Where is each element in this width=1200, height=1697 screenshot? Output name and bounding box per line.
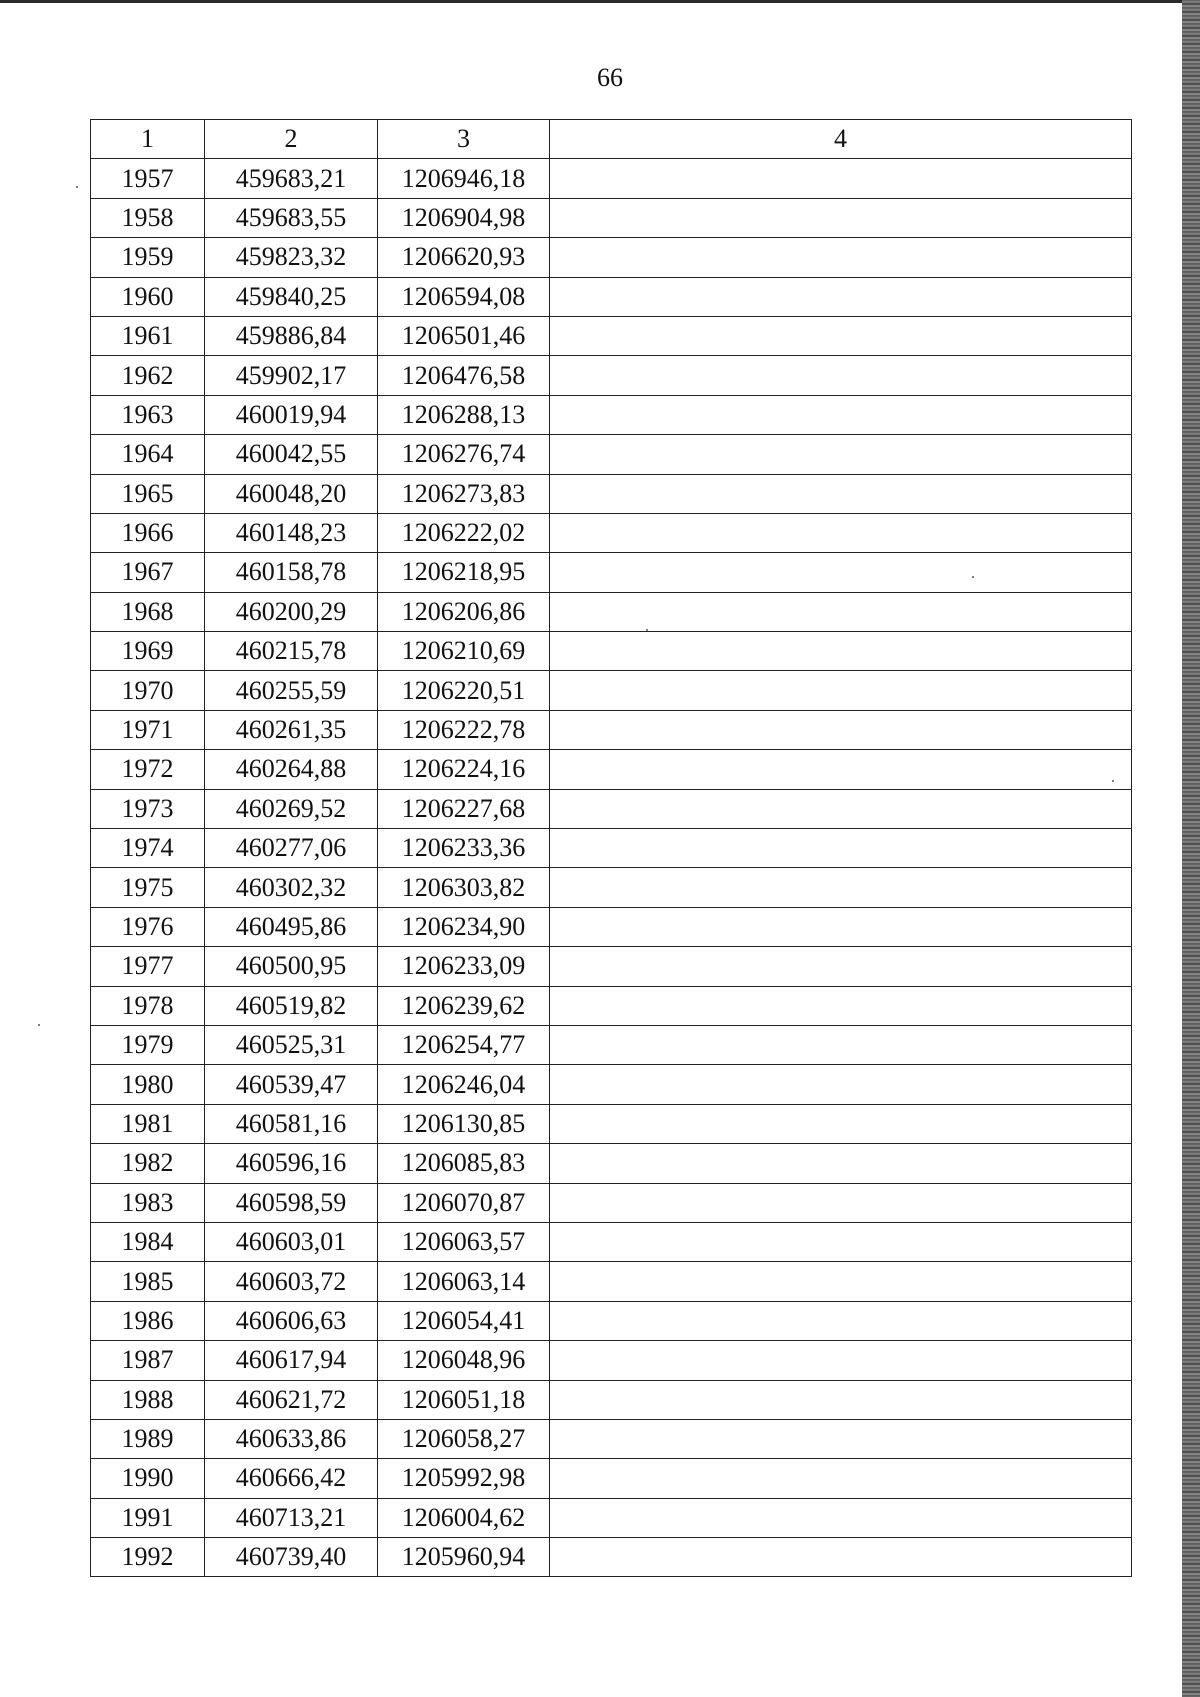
cell-x-coordinate: 459823,32 — [205, 238, 378, 277]
cell-y-coordinate: 1206218,95 — [378, 553, 550, 592]
cell-x-coordinate: 459902,17 — [205, 356, 378, 395]
cell-number: 1981 — [91, 1104, 205, 1143]
cell-number: 1980 — [91, 1065, 205, 1104]
table-row — [91, 435, 1132, 474]
cell-x-coordinate: 460633,86 — [205, 1419, 378, 1458]
table-row — [91, 1498, 1132, 1537]
cell-note — [550, 1498, 1132, 1537]
table-row — [91, 474, 1132, 513]
cell-y-coordinate: 1206904,98 — [378, 198, 550, 237]
cell-note — [550, 868, 1132, 907]
cell-y-coordinate: 1206276,74 — [378, 435, 550, 474]
cell-y-coordinate: 1206004,62 — [378, 1498, 550, 1537]
cell-note — [550, 1262, 1132, 1301]
column-header-4: 4 — [550, 120, 1132, 159]
cell-y-coordinate: 1206254,77 — [378, 1025, 550, 1064]
cell-note — [550, 553, 1132, 592]
table-row — [91, 159, 1132, 198]
cell-y-coordinate: 1206233,36 — [378, 829, 550, 868]
cell-x-coordinate: 460603,01 — [205, 1222, 378, 1261]
cell-y-coordinate: 1206476,58 — [378, 356, 550, 395]
cell-number: 1966 — [91, 513, 205, 552]
cell-x-coordinate: 460264,88 — [205, 750, 378, 789]
cell-note — [550, 592, 1132, 631]
table-row — [91, 277, 1132, 316]
cell-x-coordinate: 460596,16 — [205, 1144, 378, 1183]
cell-number: 1978 — [91, 986, 205, 1025]
cell-x-coordinate: 460621,72 — [205, 1380, 378, 1419]
cell-number: 1965 — [91, 474, 205, 513]
cell-x-coordinate: 460739,40 — [205, 1538, 378, 1577]
cell-y-coordinate: 1206233,09 — [378, 947, 550, 986]
cell-y-coordinate: 1206054,41 — [378, 1301, 550, 1340]
cell-x-coordinate: 460500,95 — [205, 947, 378, 986]
cell-number: 1985 — [91, 1262, 205, 1301]
cell-number: 1988 — [91, 1380, 205, 1419]
cell-number: 1971 — [91, 710, 205, 749]
table-row — [91, 1025, 1132, 1064]
table-row — [91, 1301, 1132, 1340]
column-header-1: 1 — [91, 120, 205, 159]
table-row — [91, 1419, 1132, 1458]
cell-note — [550, 159, 1132, 198]
cell-number: 1976 — [91, 907, 205, 946]
cell-note — [550, 710, 1132, 749]
cell-number: 1972 — [91, 750, 205, 789]
cell-x-coordinate: 460200,29 — [205, 592, 378, 631]
cell-x-coordinate: 460019,94 — [205, 395, 378, 434]
cell-x-coordinate: 459840,25 — [205, 277, 378, 316]
cell-y-coordinate: 1206220,51 — [378, 671, 550, 710]
cell-note — [550, 277, 1132, 316]
cell-note — [550, 907, 1132, 946]
cell-x-coordinate: 460617,94 — [205, 1341, 378, 1380]
cell-number: 1957 — [91, 159, 205, 198]
table-row — [91, 1222, 1132, 1261]
cell-x-coordinate: 460255,59 — [205, 671, 378, 710]
cell-note — [550, 1104, 1132, 1143]
cell-number: 1991 — [91, 1498, 205, 1537]
cell-x-coordinate: 460495,86 — [205, 907, 378, 946]
cell-x-coordinate: 460525,31 — [205, 1025, 378, 1064]
cell-number: 1979 — [91, 1025, 205, 1064]
table-header-row — [91, 120, 1132, 159]
cell-x-coordinate: 460581,16 — [205, 1104, 378, 1143]
cell-x-coordinate: 460713,21 — [205, 1498, 378, 1537]
cell-x-coordinate: 460606,63 — [205, 1301, 378, 1340]
cell-number: 1983 — [91, 1183, 205, 1222]
table-row — [91, 553, 1132, 592]
cell-note — [550, 316, 1132, 355]
cell-note — [550, 395, 1132, 434]
page-number: 66 — [597, 63, 623, 92]
cell-y-coordinate: 1206070,87 — [378, 1183, 550, 1222]
cell-number: 1967 — [91, 553, 205, 592]
cell-note — [550, 829, 1132, 868]
cell-number: 1963 — [91, 395, 205, 434]
table-row — [91, 1459, 1132, 1498]
cell-number: 1968 — [91, 592, 205, 631]
table-row — [91, 632, 1132, 671]
cell-number: 1986 — [91, 1301, 205, 1340]
cell-x-coordinate: 460519,82 — [205, 986, 378, 1025]
cell-x-coordinate: 460603,72 — [205, 1262, 378, 1301]
cell-y-coordinate: 1206288,13 — [378, 395, 550, 434]
cell-x-coordinate: 459683,55 — [205, 198, 378, 237]
cell-x-coordinate: 460261,35 — [205, 710, 378, 749]
cell-x-coordinate: 460048,20 — [205, 474, 378, 513]
cell-y-coordinate: 1206946,18 — [378, 159, 550, 198]
cell-x-coordinate: 460598,59 — [205, 1183, 378, 1222]
cell-y-coordinate: 1205960,94 — [378, 1538, 550, 1577]
table-row — [91, 1262, 1132, 1301]
cell-note — [550, 513, 1132, 552]
cell-note — [550, 750, 1132, 789]
column-header-2: 2 — [205, 120, 378, 159]
cell-note — [550, 986, 1132, 1025]
table-row — [91, 868, 1132, 907]
cell-x-coordinate: 460148,23 — [205, 513, 378, 552]
table-row — [91, 907, 1132, 946]
table-row — [91, 1380, 1132, 1419]
cell-x-coordinate: 460269,52 — [205, 789, 378, 828]
cell-note — [550, 947, 1132, 986]
cell-note — [550, 1222, 1132, 1261]
cell-y-coordinate: 1206246,04 — [378, 1065, 550, 1104]
table-row — [91, 198, 1132, 237]
cell-number: 1970 — [91, 671, 205, 710]
cell-note — [550, 1380, 1132, 1419]
cell-y-coordinate: 1206063,14 — [378, 1262, 550, 1301]
cell-number: 1974 — [91, 829, 205, 868]
cell-y-coordinate: 1206063,57 — [378, 1222, 550, 1261]
cell-y-coordinate: 1206048,96 — [378, 1341, 550, 1380]
cell-y-coordinate: 1206210,69 — [378, 632, 550, 671]
cell-note — [550, 1144, 1132, 1183]
cell-y-coordinate: 1206620,93 — [378, 238, 550, 277]
cell-x-coordinate: 460042,55 — [205, 435, 378, 474]
cell-y-coordinate: 1206273,83 — [378, 474, 550, 513]
cell-y-coordinate: 1206085,83 — [378, 1144, 550, 1183]
scan-speck — [1112, 780, 1114, 782]
scan-speck — [76, 186, 78, 188]
table-row — [91, 356, 1132, 395]
cell-y-coordinate: 1206222,78 — [378, 710, 550, 749]
table-row — [91, 750, 1132, 789]
cell-number: 1982 — [91, 1144, 205, 1183]
table-row — [91, 1183, 1132, 1222]
table-row — [91, 1104, 1132, 1143]
table-row — [91, 829, 1132, 868]
cell-note — [550, 1065, 1132, 1104]
table-body — [91, 159, 1132, 1577]
table-row — [91, 986, 1132, 1025]
cell-x-coordinate: 459683,21 — [205, 159, 378, 198]
table-row — [91, 1341, 1132, 1380]
cell-number: 1973 — [91, 789, 205, 828]
cell-number: 1975 — [91, 868, 205, 907]
table-row — [91, 513, 1132, 552]
cell-note — [550, 1183, 1132, 1222]
cell-x-coordinate: 459886,84 — [205, 316, 378, 355]
table-row — [91, 671, 1132, 710]
table-row — [91, 316, 1132, 355]
cell-x-coordinate: 460666,42 — [205, 1459, 378, 1498]
table-row — [91, 592, 1132, 631]
cell-x-coordinate: 460539,47 — [205, 1065, 378, 1104]
cell-number: 1990 — [91, 1459, 205, 1498]
cell-note — [550, 1419, 1132, 1458]
table-row — [91, 395, 1132, 434]
cell-number: 1987 — [91, 1341, 205, 1380]
cell-y-coordinate: 1206058,27 — [378, 1419, 550, 1458]
cell-note — [550, 474, 1132, 513]
scan-speck — [646, 629, 648, 631]
cell-note — [550, 1341, 1132, 1380]
cell-number: 1977 — [91, 947, 205, 986]
cell-number: 1960 — [91, 277, 205, 316]
column-header-3: 3 — [378, 120, 550, 159]
cell-note — [550, 435, 1132, 474]
cell-y-coordinate: 1206234,90 — [378, 907, 550, 946]
cell-y-coordinate: 1206239,62 — [378, 986, 550, 1025]
cell-y-coordinate: 1206130,85 — [378, 1104, 550, 1143]
cell-note — [550, 238, 1132, 277]
cell-x-coordinate: 460158,78 — [205, 553, 378, 592]
cell-note — [550, 671, 1132, 710]
table-row — [91, 238, 1132, 277]
scan-speck — [972, 576, 974, 578]
scan-right-edge — [1182, 0, 1200, 1697]
cell-note — [550, 1538, 1132, 1577]
cell-note — [550, 198, 1132, 237]
table-row — [91, 1065, 1132, 1104]
coordinates-table — [90, 119, 1132, 1577]
cell-y-coordinate: 1206303,82 — [378, 868, 550, 907]
cell-x-coordinate: 460302,32 — [205, 868, 378, 907]
cell-number: 1992 — [91, 1538, 205, 1577]
cell-number: 1962 — [91, 356, 205, 395]
cell-number: 1959 — [91, 238, 205, 277]
scan-speck — [38, 1024, 40, 1026]
cell-note — [550, 1459, 1132, 1498]
cell-y-coordinate: 1206501,46 — [378, 316, 550, 355]
table-row — [91, 947, 1132, 986]
cell-note — [550, 356, 1132, 395]
cell-y-coordinate: 1206227,68 — [378, 789, 550, 828]
cell-number: 1984 — [91, 1222, 205, 1261]
cell-y-coordinate: 1206206,86 — [378, 592, 550, 631]
cell-note — [550, 1301, 1132, 1340]
table-row — [91, 1538, 1132, 1577]
table-row — [91, 710, 1132, 749]
cell-y-coordinate: 1206224,16 — [378, 750, 550, 789]
cell-y-coordinate: 1206222,02 — [378, 513, 550, 552]
cell-y-coordinate: 1205992,98 — [378, 1459, 550, 1498]
cell-number: 1958 — [91, 198, 205, 237]
cell-number: 1961 — [91, 316, 205, 355]
cell-note — [550, 789, 1132, 828]
cell-note — [550, 1025, 1132, 1064]
cell-y-coordinate: 1206051,18 — [378, 1380, 550, 1419]
cell-number: 1989 — [91, 1419, 205, 1458]
table-row — [91, 1144, 1132, 1183]
cell-note — [550, 632, 1132, 671]
scan-top-edge — [0, 0, 1200, 3]
cell-number: 1964 — [91, 435, 205, 474]
cell-x-coordinate: 460277,06 — [205, 829, 378, 868]
table-row — [91, 789, 1132, 828]
cell-x-coordinate: 460215,78 — [205, 632, 378, 671]
cell-y-coordinate: 1206594,08 — [378, 277, 550, 316]
cell-number: 1969 — [91, 632, 205, 671]
